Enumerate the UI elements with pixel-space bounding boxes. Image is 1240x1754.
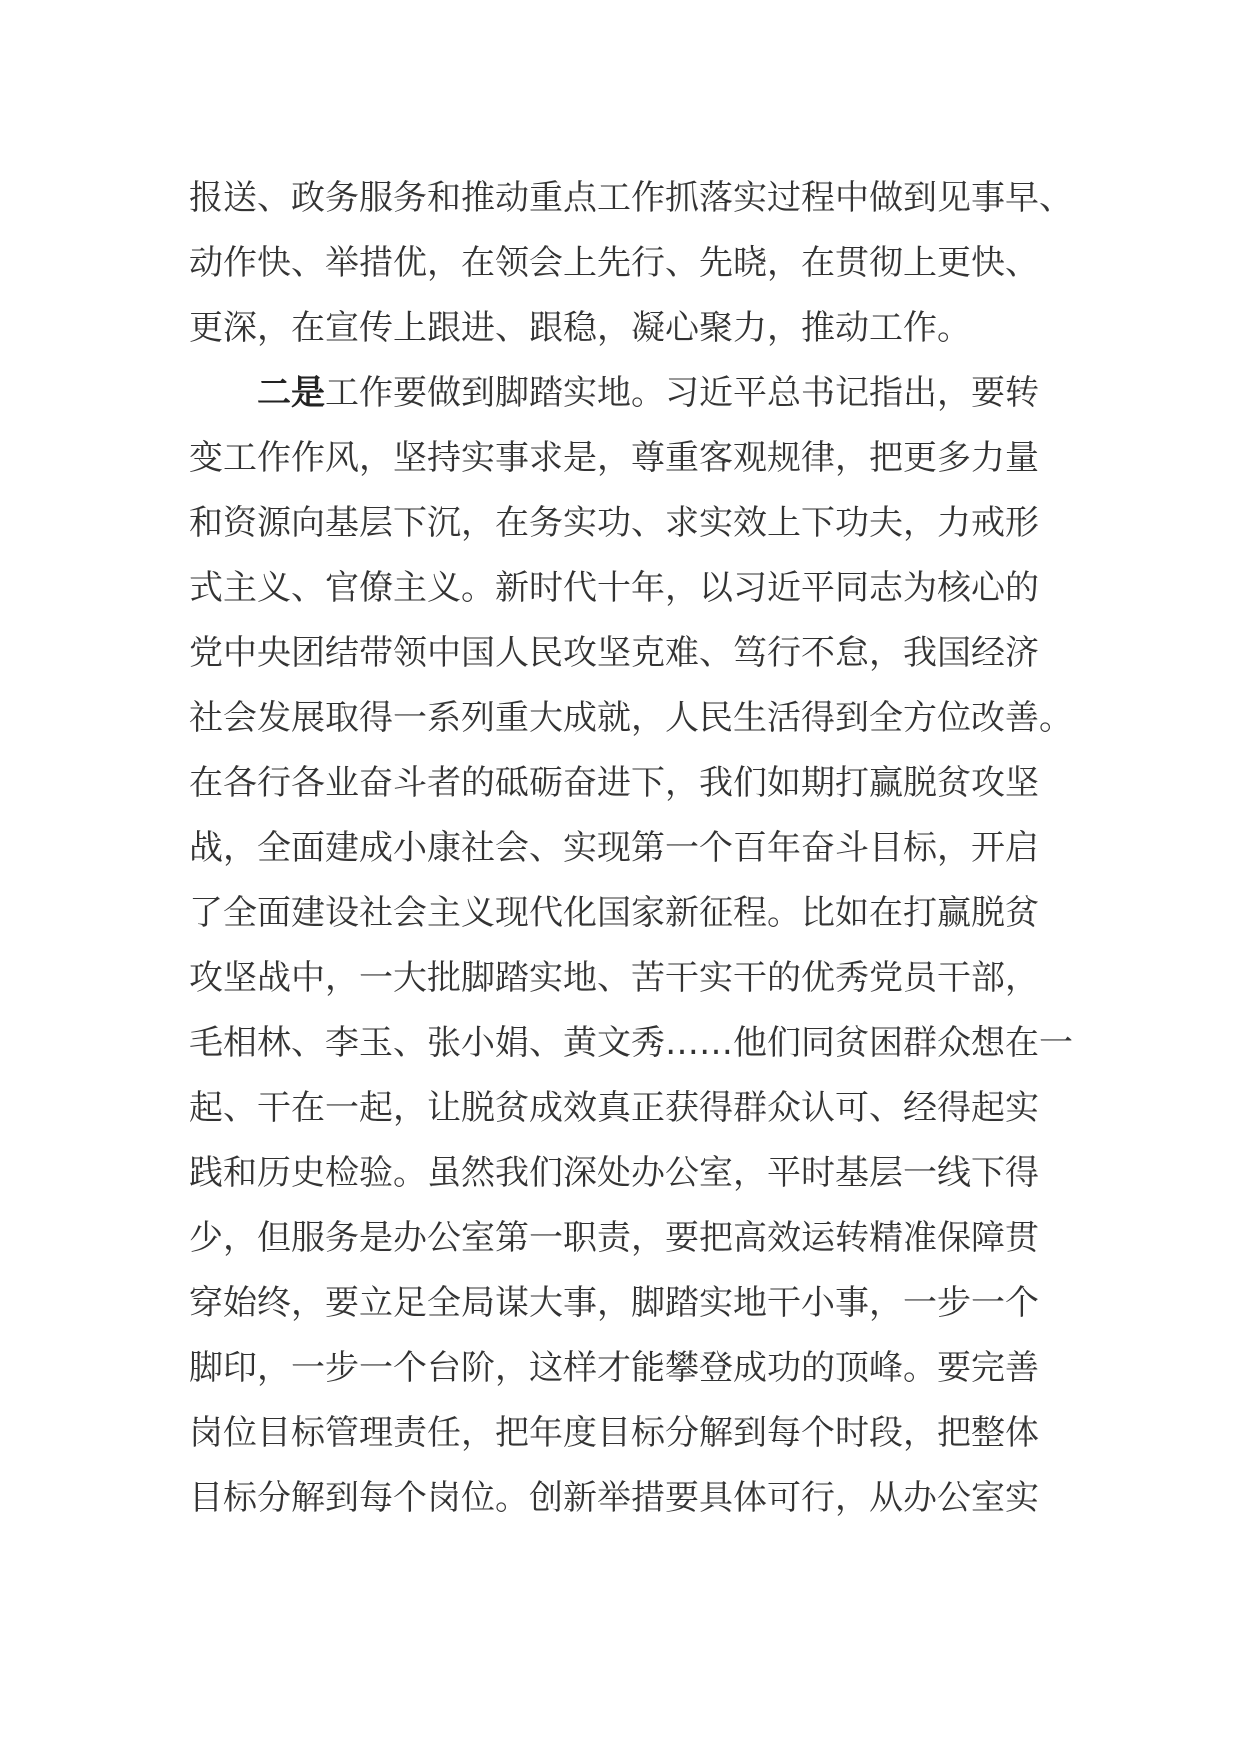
text-line-first-rest: 工作要做到脚踏实地。习近平总书记指出，要转 bbox=[325, 373, 1039, 413]
text-line: 在各行各业奋斗者的砥砺奋进下，我们如期打赢脱贫攻坚 bbox=[189, 763, 1039, 803]
text-line: 起、干在一起，让脱贫成效真正获得群众认可、经得起实 bbox=[189, 1088, 1039, 1128]
text-line: 党中央团结带领中国人民攻坚克难、笃行不怠，我国经济 bbox=[189, 633, 1039, 673]
text-line: 变工作作风，坚持实事求是，尊重客观规律，把更多力量 bbox=[189, 438, 1039, 478]
text-line: 岗位目标管理责任，把年度目标分解到每个时段，把整体 bbox=[189, 1413, 1039, 1453]
text-line: 攻坚战中，一大批脚踏实地、苦干实干的优秀党员干部， bbox=[189, 958, 1039, 998]
paragraph-continuation bbox=[189, 166, 1073, 361]
text-line: 和资源向基层下沉，在务实功、求实效上下功夫，力戒形 bbox=[189, 503, 1039, 543]
text-line: 目标分解到每个岗位。创新举措要具体可行，从办公室实 bbox=[189, 1478, 1039, 1518]
text-line: 脚印，一步一个台阶，这样才能攀登成功的顶峰。要完善 bbox=[189, 1348, 1039, 1388]
text-line: 报送、政务服务和推动重点工作抓落实过程中做到见事早、 bbox=[189, 178, 1073, 218]
text-line: 社会发展取得一系列重大成就，人民生活得到全方位改善。 bbox=[189, 698, 1073, 738]
text-line: 践和历史检验。虽然我们深处办公室，平时基层一线下得 bbox=[189, 1153, 1039, 1193]
text-line: 式主义、官僚主义。新时代十年，以习近平同志为核心的 bbox=[189, 568, 1039, 608]
text-line: 毛相林、李玉、张小娟、黄文秀……他们同贫困群众想在一 bbox=[189, 1023, 1073, 1063]
text-line: 更深，在宣传上跟进、跟稳，凝心聚力，推动工作。 bbox=[189, 308, 971, 348]
text-line: 了全面建设社会主义现代化国家新征程。比如在打赢脱贫 bbox=[189, 893, 1039, 933]
paragraph-second-point bbox=[189, 361, 1073, 1531]
text-line: 动作快、举措优，在领会上先行、先晓，在贯彻上更快、 bbox=[189, 243, 1039, 283]
text-line-first bbox=[189, 361, 1069, 426]
paragraph-lead-label: 二是 bbox=[257, 373, 325, 413]
text-line: 战，全面建成小康社会、实现第一个百年奋斗目标，开启 bbox=[189, 828, 1039, 868]
text-line: 少，但服务是办公室第一职责，要把高效运转精准保障贯 bbox=[189, 1218, 1039, 1258]
text-line: 穿始终，要立足全局谋大事，脚踏实地干小事，一步一个 bbox=[189, 1283, 1039, 1323]
